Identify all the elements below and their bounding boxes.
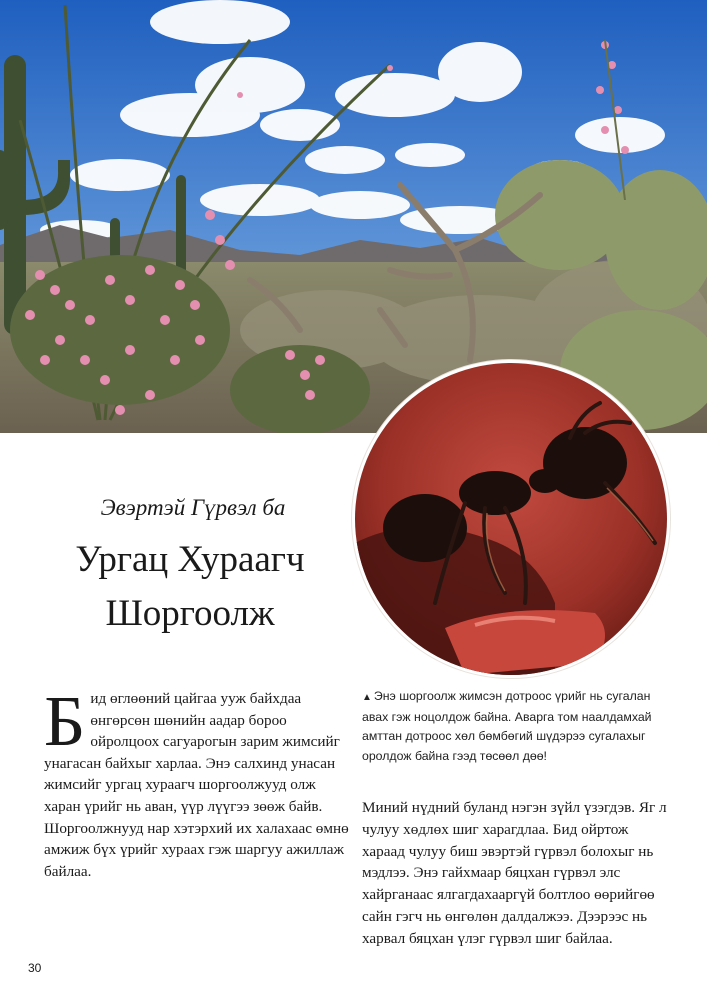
ant-circle-photo (352, 360, 670, 678)
title-line-1: Ургац Хураагч (75, 539, 305, 580)
hero-photo (0, 0, 707, 433)
page-number: 30 (28, 961, 42, 975)
caption-triangle-icon: ▲ (362, 692, 372, 703)
article-subtitle: Эвэртэй Гүрвэл ба (100, 495, 286, 520)
photo-caption (362, 687, 667, 766)
drop-cap: Б (44, 681, 86, 761)
body-right-column (362, 797, 667, 950)
body-left-text: ид өглөөний цайгаа ууж байхдаа өнгөрсөн шөнийн аадар бороо ойролцоох сагуарогын зарим жимсийг унагасан байхыг харлаа. Энэ салхинд унасан жимсийг ургац хураагч шоргоолжууд олж харан үрийг нь аван, үүр лүүгээ зөөж байв. Шоргоолжнууд нар хэтэрхий их халахаас өмнө амжиж бүх үрийг хураах гэж шаргуу ажиллаж байлаа. (44, 690, 349, 880)
title-line-2: Шоргоолж (105, 593, 275, 634)
caption-text: Энэ шоргоолж жимсэн дотроос үрийг нь сугалан авах гэж ноцолдож байна. Аварга том наалдамхай амттан дотроос хөл бөмбөгий шүдэрээ сугалахыг оролдож байна гээд төсөөл дөө! (362, 689, 652, 763)
article-title (40, 533, 340, 641)
body-right-text: Миний нүдний буланд нэгэн зүйл үзэгдэв. Яг л чулуу хөдлөх шиг харагдлаа. Бид ойртож хараад чулуу биш эвэртэй гүрвэл болохыг нь мэдлээ. Энэ гайхмаар бяцхан гүрвэл элс хайрганаас ялгагдахааргүй болтлоо өөрийгөө сайн гэгч нь өнгөлөн далдалжээ. Дээрээс нь харвал бяцхан үлэг гүрвэл шиг байлаа. (362, 799, 667, 947)
body-left-column (44, 681, 350, 882)
